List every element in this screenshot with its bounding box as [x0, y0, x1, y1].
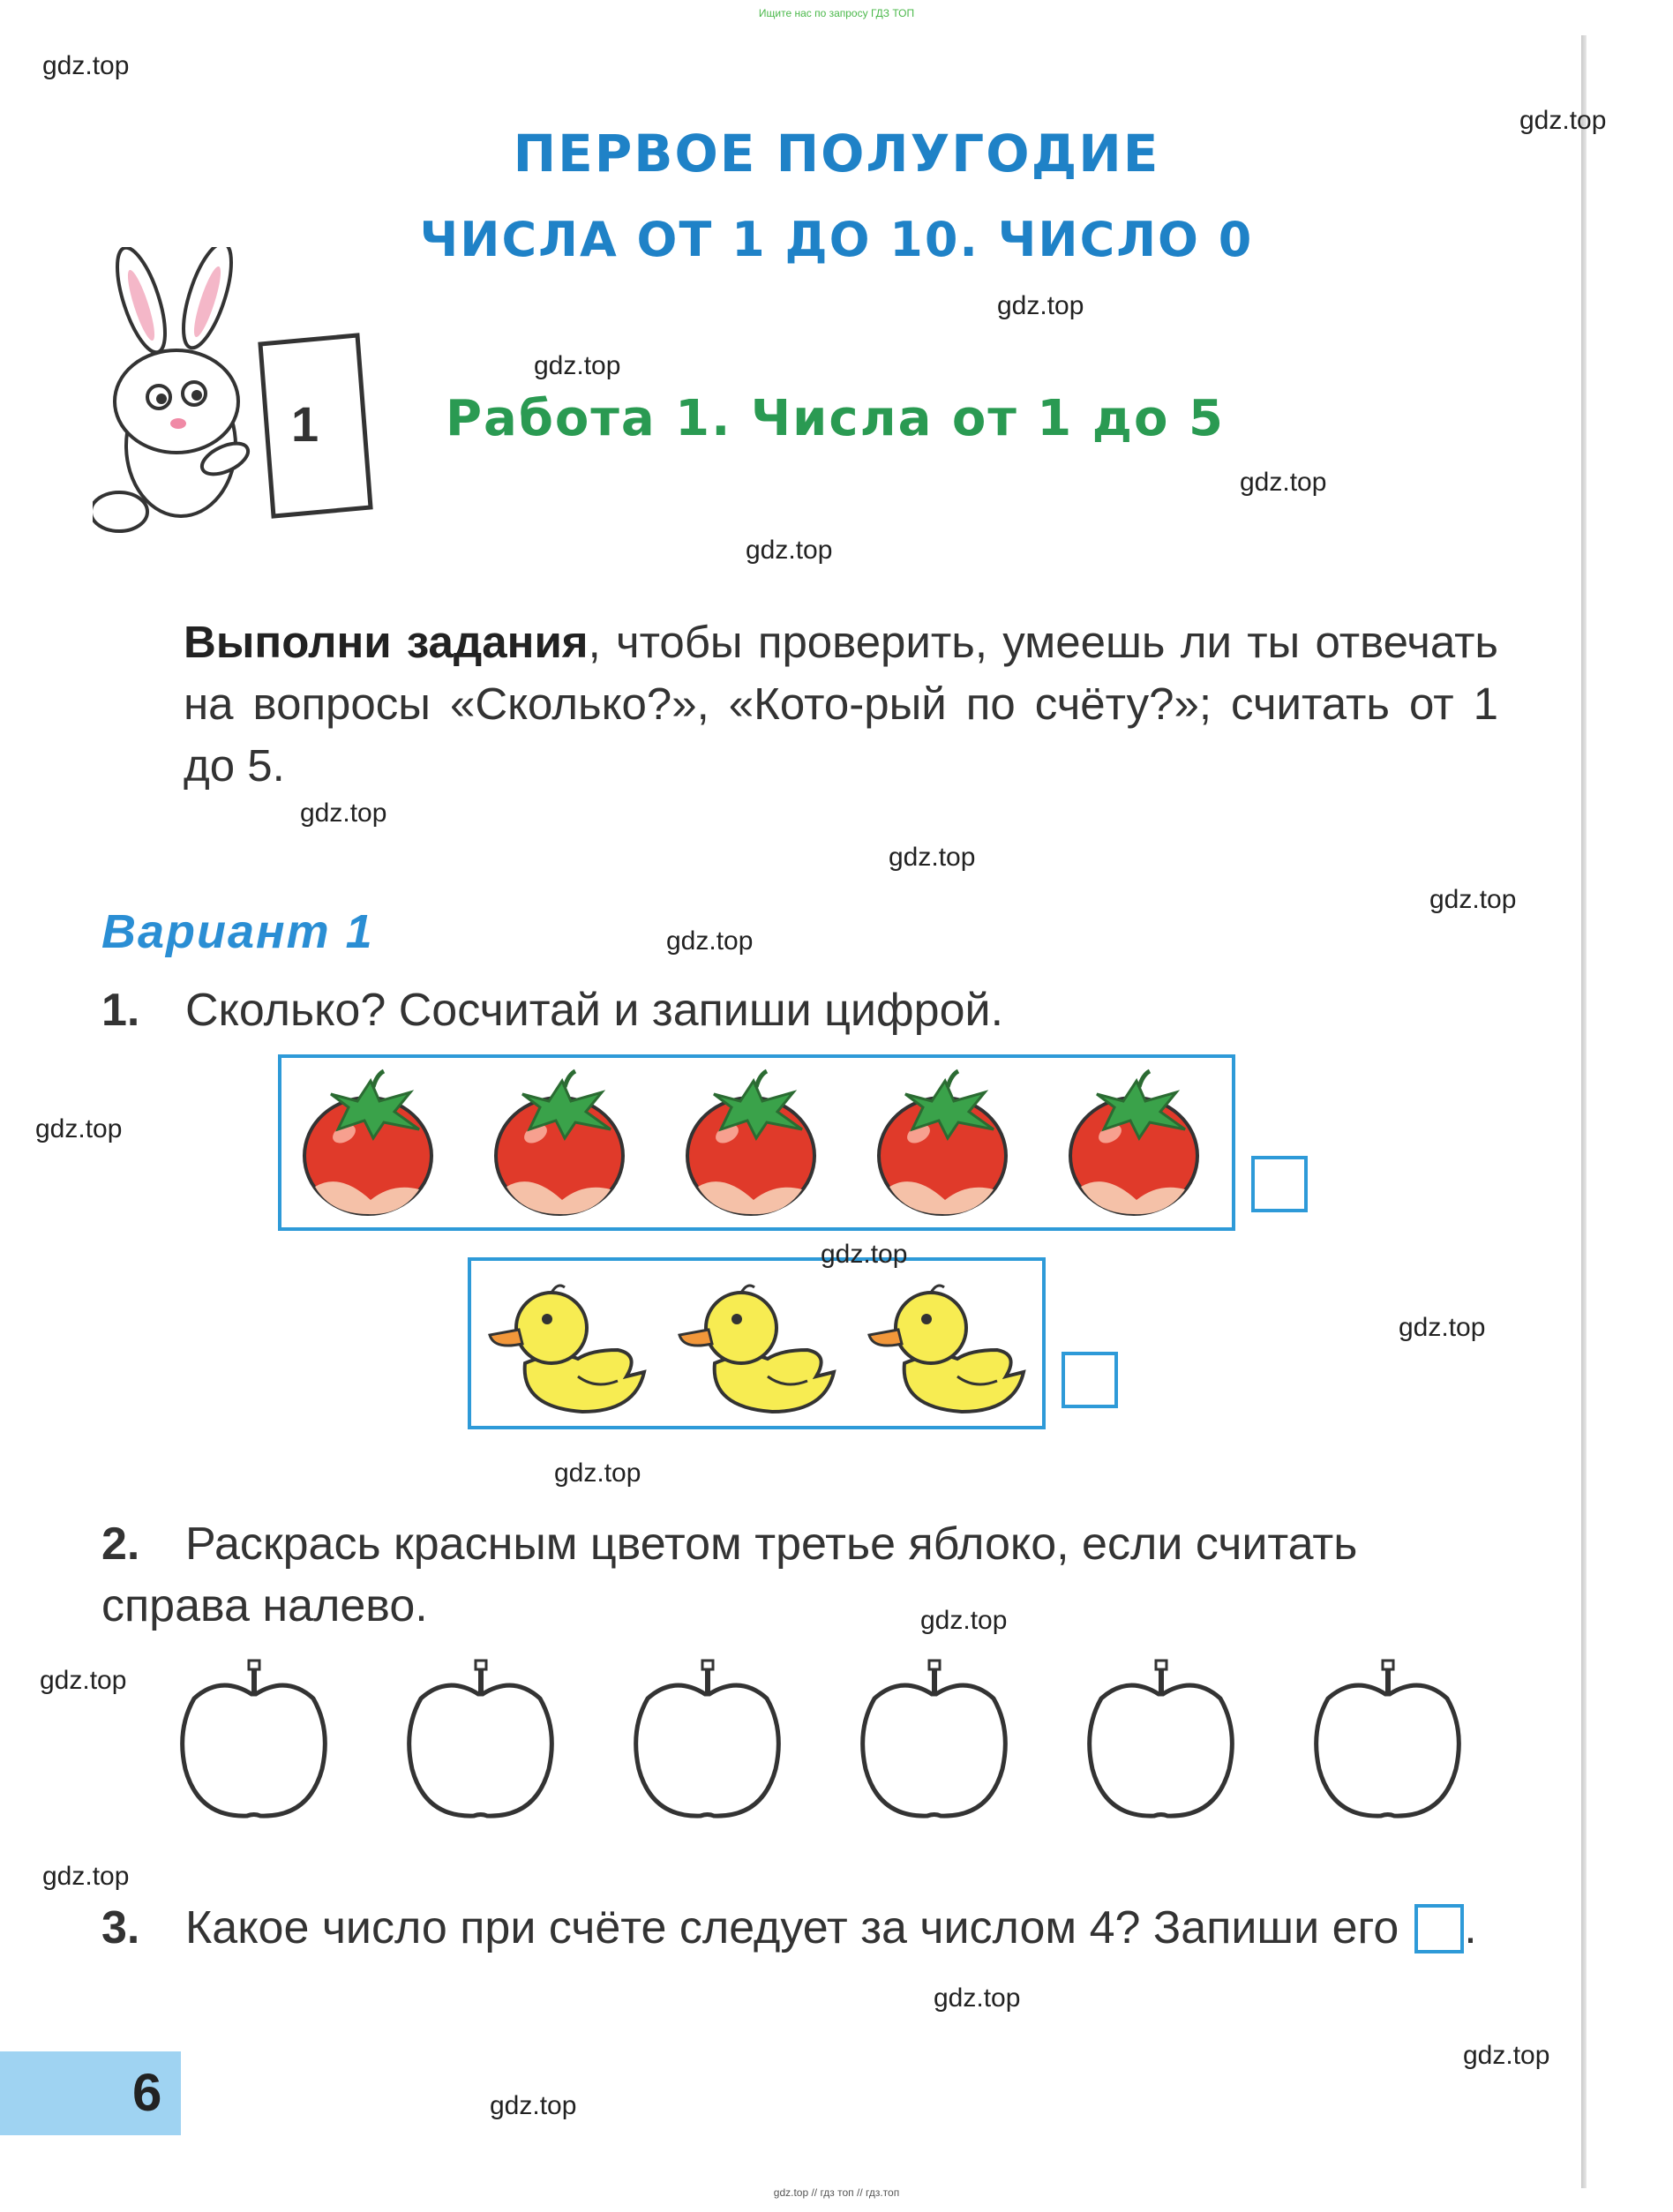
page-number: 6 — [132, 2063, 162, 2122]
apple-row — [176, 1659, 1482, 1826]
watermark: gdz.top — [35, 1114, 123, 1143]
watermark: gdz.top — [300, 799, 387, 828]
watermark: gdz.top — [1240, 468, 1327, 497]
task-3 — [101, 1897, 1513, 1959]
task-3-answer-box[interactable] — [1414, 1904, 1464, 1953]
task-2-text: Раскрась красным цветом третье яблоко, если считать справа налево. — [101, 1518, 1358, 1631]
watermark: gdz.top — [920, 1606, 1008, 1635]
tomato-icon — [1070, 1071, 1197, 1214]
duck-icon — [869, 1286, 1024, 1412]
tomato-icon — [879, 1071, 1006, 1214]
watermark: gdz.top — [821, 1240, 908, 1269]
duck-icon — [679, 1286, 834, 1412]
watermark: gdz.top — [666, 926, 754, 956]
task-1-text: Сколько? Сосчитай и запиши цифрой. — [185, 985, 1004, 1036]
task-1 — [101, 979, 1003, 1041]
tomato-icon — [496, 1071, 623, 1214]
watermark: gdz.top — [534, 351, 621, 380]
intro-rest: , чтобы проверить, умеешь ли ты отвечать на вопросы «Сколько?», «Кото-рый по счёту?»; считать от 1 до 5. — [184, 617, 1498, 791]
variant-heading: Вариант 1 — [101, 905, 374, 958]
task-3-period: . — [1464, 1902, 1477, 1953]
tomato-icon — [687, 1071, 814, 1214]
watermark: gdz.top — [746, 536, 833, 565]
intro-paragraph — [184, 611, 1498, 797]
chapter-title: ЧИСЛА ОТ 1 ДО 10. ЧИСЛО 0 — [419, 212, 1254, 267]
watermark: gdz.top — [1429, 885, 1517, 914]
apple-outline-icon[interactable] — [409, 1661, 552, 1816]
card-number: 1 — [291, 396, 319, 452]
watermark: gdz.top — [997, 291, 1084, 320]
duck-count-answer-box[interactable] — [1062, 1352, 1118, 1408]
watermark: gdz.top — [554, 1458, 641, 1488]
duck-row — [485, 1266, 1041, 1421]
tomato-row — [296, 1068, 1231, 1222]
watermark: gdz.top — [934, 1983, 1021, 2013]
apple-outline-icon[interactable] — [636, 1661, 779, 1816]
page-number-tab — [0, 2051, 181, 2135]
bunny-with-card-illustration — [93, 247, 384, 547]
footer-links[interactable]: gdz.top // гдз топ // гдз.топ — [773, 2186, 900, 2199]
intro-bold: Выполни задания — [184, 617, 589, 667]
apple-outline-icon[interactable] — [1317, 1661, 1459, 1816]
task-2-number: 2. — [101, 1518, 140, 1570]
apple-outline-icon[interactable] — [1090, 1661, 1233, 1816]
task-3-text: Какое число при счёте следует за числом 4? Запиши его — [185, 1902, 1399, 1953]
watermark: gdz.top — [1399, 1313, 1486, 1342]
apple-outline-icon[interactable] — [863, 1661, 1006, 1816]
watermark: gdz.top — [889, 843, 976, 872]
top-hint-text[interactable]: Ищите нас по запросу ГДЗ ТОП — [758, 7, 915, 19]
page-binding-shadow — [1581, 35, 1587, 2188]
watermark: gdz.top — [42, 1862, 130, 1891]
duck-icon — [490, 1286, 644, 1412]
work-title: Работа 1. Числа от 1 до 5 — [446, 390, 1225, 447]
section-title: ПЕРВОЕ ПОЛУГОДИЕ — [513, 124, 1160, 184]
task-2 — [101, 1513, 1513, 1637]
task-3-number: 3. — [101, 1902, 140, 1953]
watermark: gdz.top — [1519, 106, 1607, 135]
watermark: gdz.top — [490, 2091, 577, 2120]
tomato-count-answer-box[interactable] — [1251, 1156, 1308, 1212]
apple-outline-icon[interactable] — [183, 1661, 326, 1816]
tomato-icon — [304, 1071, 431, 1214]
watermark: gdz.top — [42, 51, 130, 80]
watermark: gdz.top — [40, 1666, 127, 1695]
bunny-icon — [93, 247, 252, 531]
watermark: gdz.top — [1463, 2041, 1550, 2070]
task-1-number: 1. — [101, 985, 140, 1036]
